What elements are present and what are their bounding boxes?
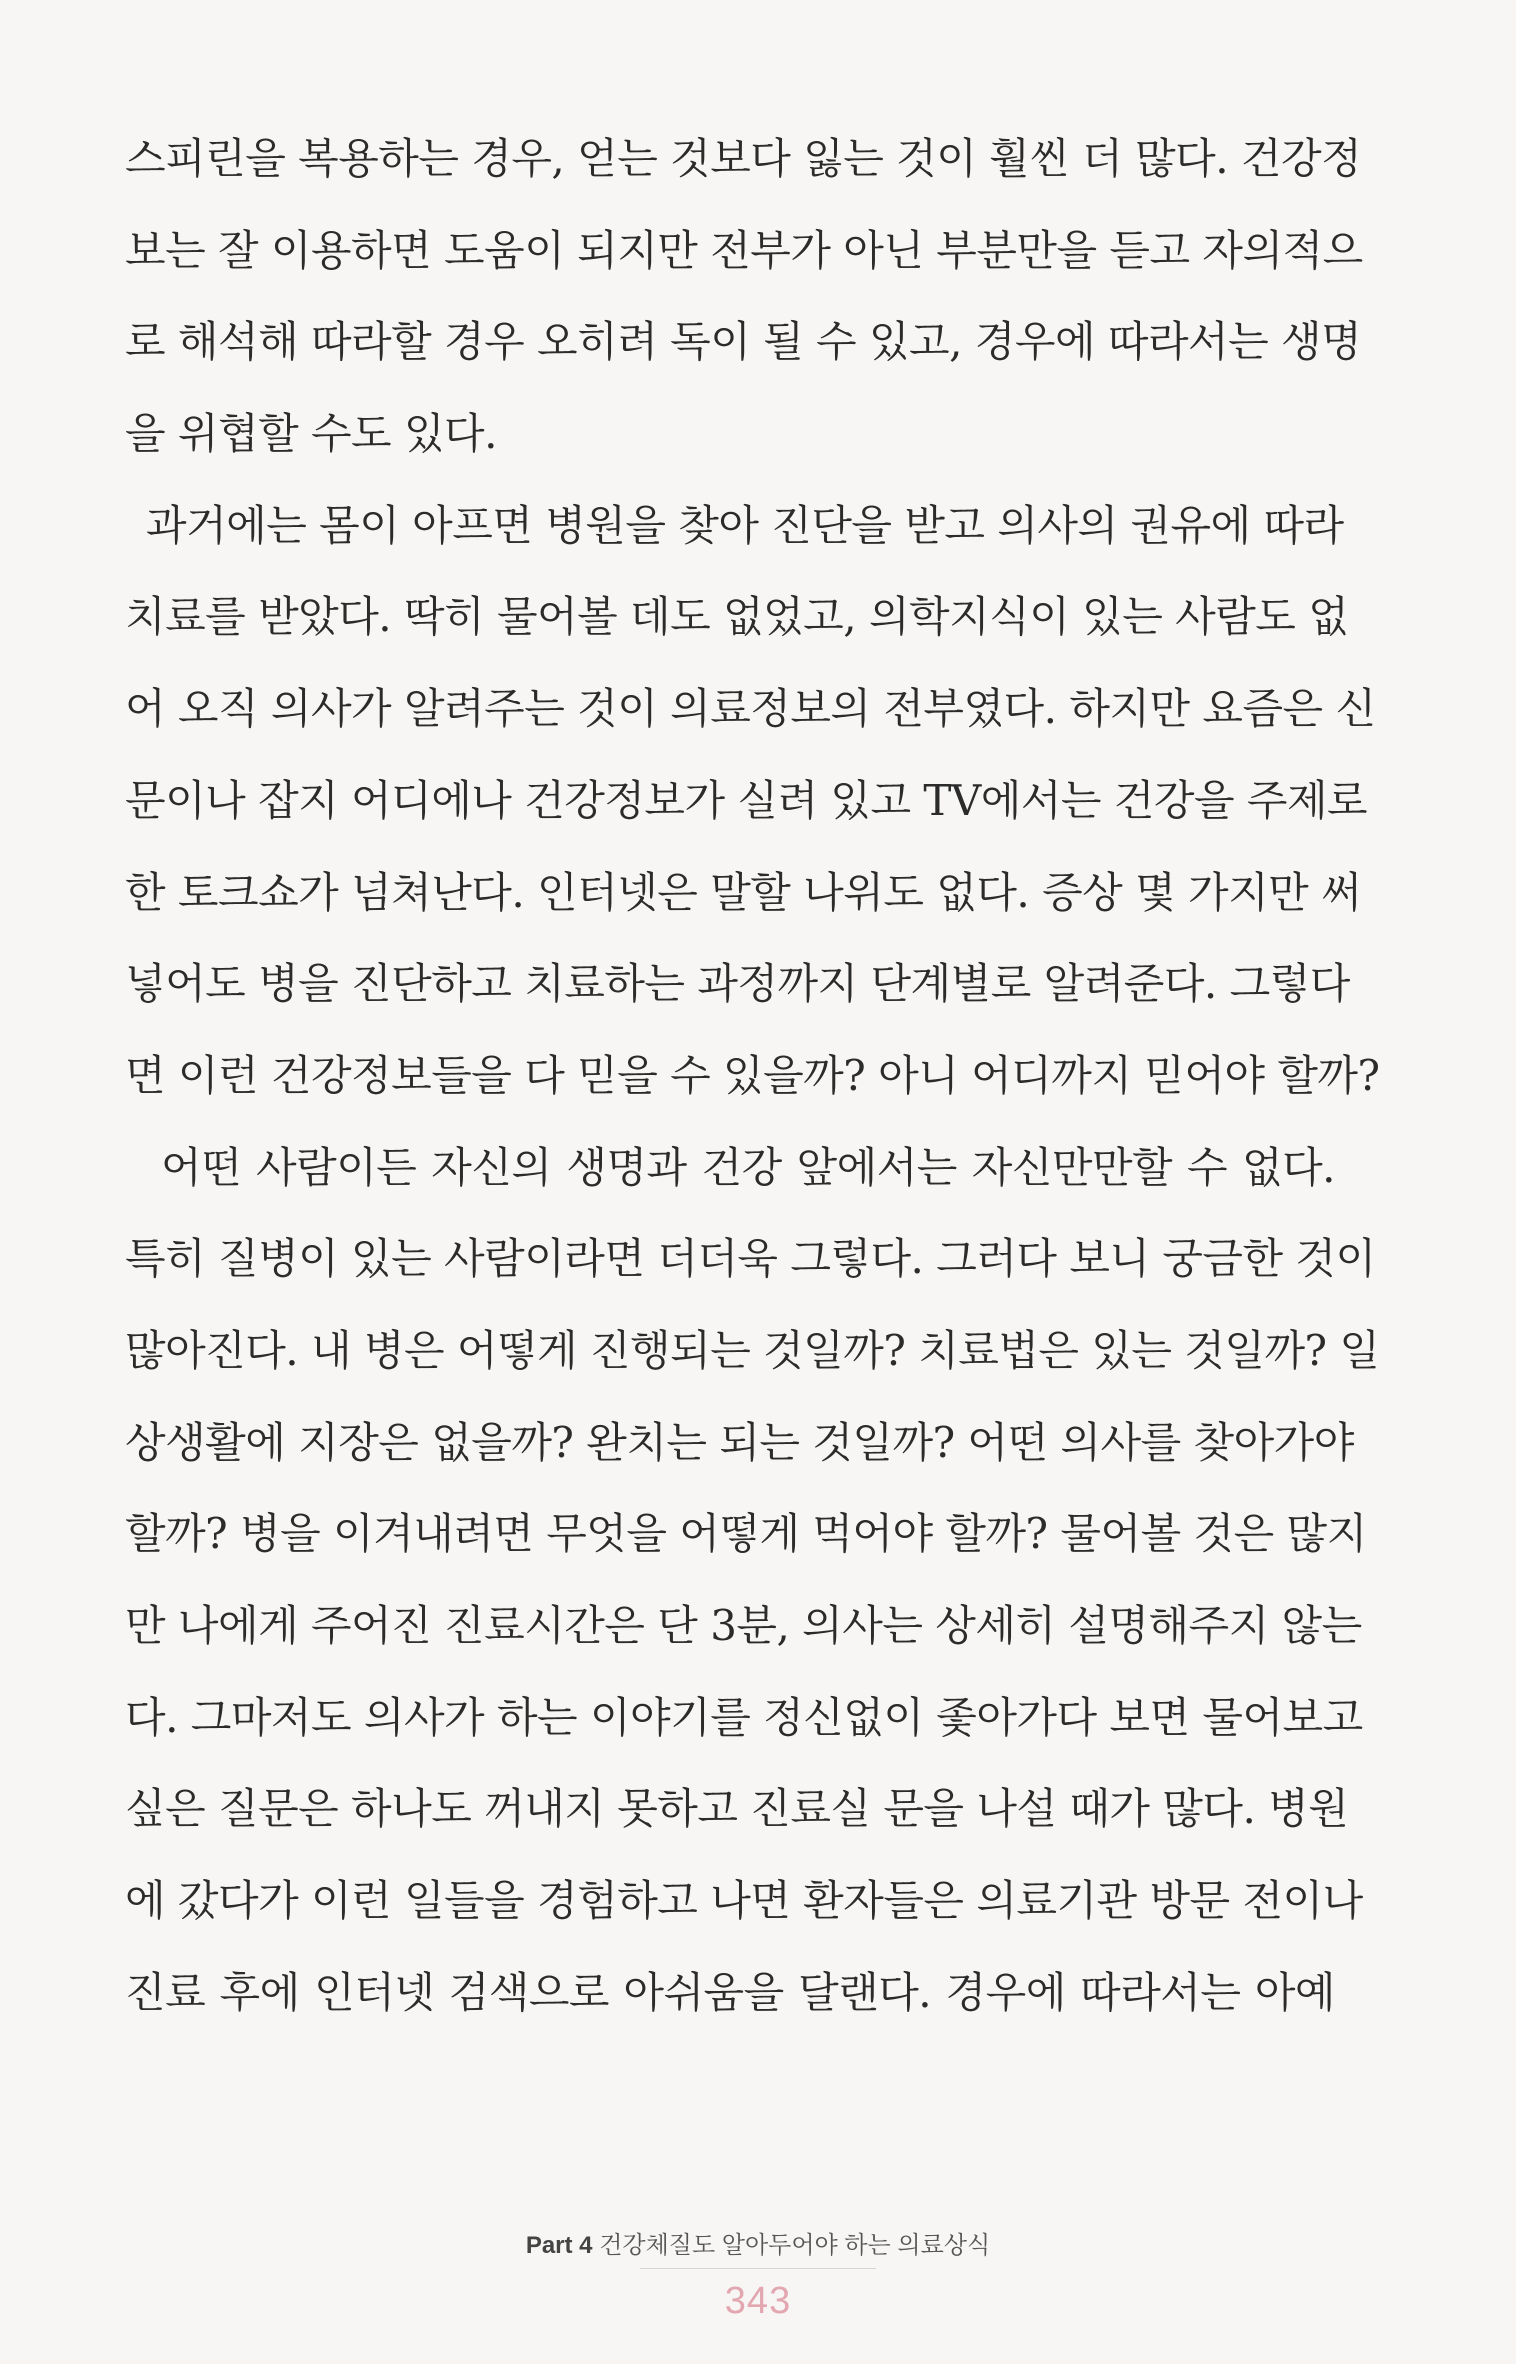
body-text bbox=[125, 113, 1380, 2038]
text-line: 만 나에게 주어진 진료시간은 단 3분, 의사는 상세히 설명해주지 않는 bbox=[125, 1601, 1362, 1650]
text-line: 한 토크쇼가 넘쳐난다. 인터넷은 말할 나위도 없다. 증상 몇 가지만 써 bbox=[125, 867, 1362, 917]
text-line: 로 해석해 따라할 경우 오히려 독이 될 수 있고, 경우에 따라서는 생명 bbox=[125, 317, 1362, 367]
text-line: 스피린을 복용하는 경우, 얻는 것보다 잃는 것이 훨씬 더 많다. 건강정 bbox=[125, 134, 1362, 183]
paragraph-start-line: 과거에는 몸이 아프면 병원을 찾아 진단을 받고 의사의 권유에 따라 bbox=[146, 500, 1344, 550]
running-footer bbox=[0, 2225, 1516, 2260]
footer-divider bbox=[640, 2268, 876, 2269]
text-line: 넣어도 병을 진단하고 치료하는 과정까지 단계별로 알려준다. 그렇다 bbox=[125, 959, 1350, 1009]
text-line: 할까? 병을 이겨내려면 무엇을 어떻게 먹어야 할까? 물어볼 것은 많지 bbox=[125, 1509, 1367, 1559]
text-line: 싶은 질문은 하나도 꺼내지 못하고 진료실 문을 나설 때가 많다. 병원 bbox=[125, 1784, 1349, 1834]
text-line: 많아진다. 내 병은 어떻게 진행되는 것일까? 치료법은 있는 것일까? 일 bbox=[125, 1325, 1380, 1375]
text-line: 보는 잘 이용하면 도움이 되지만 전부가 아닌 부분만을 듣고 자의적으 bbox=[125, 225, 1363, 275]
text-line: 진료 후에 인터넷 검색으로 아쉬움을 달랜다. 경우에 따라서는 아예 bbox=[125, 1967, 1335, 2017]
footer-part-label: Part 4 bbox=[525, 2232, 593, 2259]
paragraph-start-line: 어떤 사람이든 자신의 생명과 건강 앞에서는 자신만만할 수 없다. bbox=[161, 1142, 1335, 1192]
text-line: 특히 질병이 있는 사람이라면 더더욱 그렇다. 그러다 보니 궁금한 것이 bbox=[125, 1234, 1376, 1284]
text-line: 다. 그마저도 의사가 하는 이야기를 정신없이 좇아가다 보면 물어보고 bbox=[125, 1692, 1363, 1742]
footer-chapter-title: 건강체질도 알아두어야 하는 의료상식 bbox=[599, 2232, 991, 2259]
text-line: 문이나 잡지 어디에나 건강정보가 실려 있고 TV에서는 건강을 주제로 bbox=[125, 775, 1368, 825]
text-line: 치료를 받았다. 딱히 물어볼 데도 없었고, 의학지식이 있는 사람도 없 bbox=[125, 592, 1349, 642]
text-line: 에 갔다가 이런 일들을 경험하고 나면 환자들은 의료기관 방문 전이나 bbox=[125, 1876, 1363, 1926]
text-line: 을 위협할 수도 있다. bbox=[125, 409, 497, 459]
text-line: 면 이런 건강정보들을 다 믿을 수 있을까? 아니 어디까지 믿어야 할까? bbox=[125, 1050, 1380, 1100]
text-line: 어 오직 의사가 알려주는 것이 의료정보의 전부였다. 하지만 요즘은 신 bbox=[125, 684, 1376, 734]
text-line: 상생활에 지장은 없을까? 완치는 되는 것일까? 어떤 의사를 찾아가야 bbox=[125, 1417, 1354, 1467]
page-number: 343 bbox=[724, 2280, 792, 2322]
